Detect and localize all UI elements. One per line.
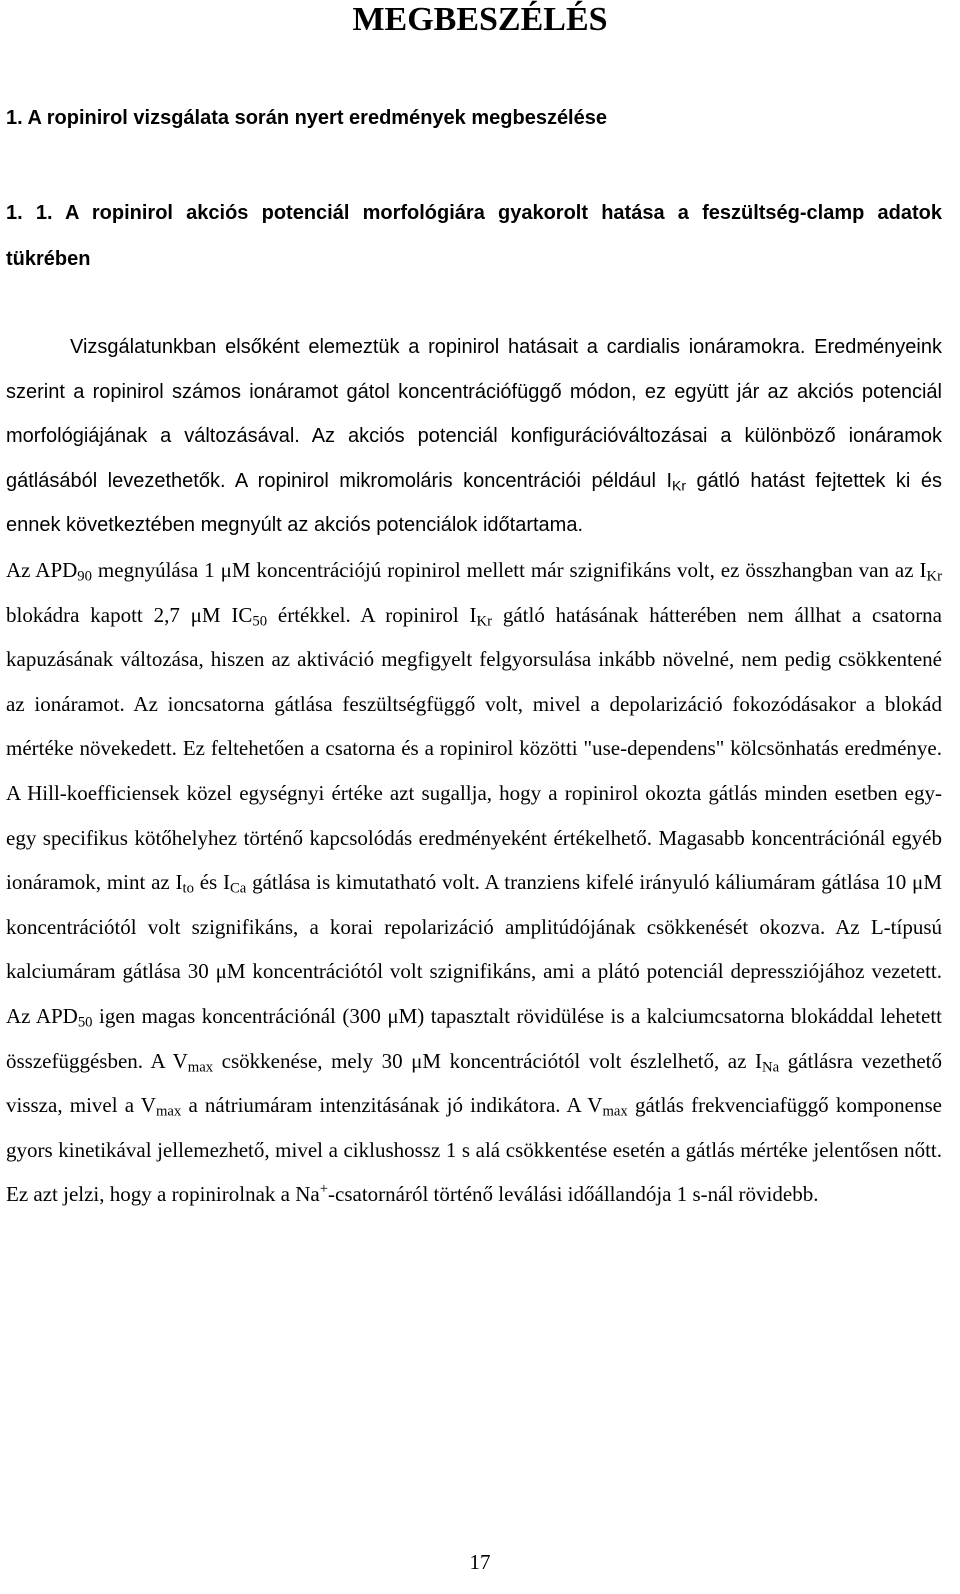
page-title: MEGBESZÉLÉS [352, 1, 608, 38]
subscript-kr: Kr [926, 568, 942, 585]
subscript-max: max [187, 1059, 214, 1076]
page-number: 17 [469, 1550, 491, 1574]
paragraph-text: a nátriumáram intenzitásának jó indikátora. A V [181, 1093, 603, 1118]
paragraph-text: -csatornáról történő leválási időállandója 1 s-nál rövidebb. [328, 1182, 819, 1207]
subscript-50: 50 [77, 1014, 93, 1031]
paragraph-text: gátló hatásának hátterében nem állhat a csatorna kapuzásának változása, hiszen az aktiváció megfigyelt felgyorsulása inkább növelné, nem pedig csökkentené az ionáramot. Az ioncsatorna gátlása feszültségfüggő volt, mivel a depolarizáció fokozódásakor a blokád mértéke növekedett. Ez feltehetően a csatorna és a ropinirol közötti "use-dependens" kölcsönhatás eredménye. A Hill-koefficiensek közel egységnyi értéke azt sugallja, hogy a ropinirol okozta gátlás minden esetben egy-egy specifikus kötőhelyhez történő kapcsolódás eredményeként értékelhető. Magasabb koncentrációnál egyéb ionáramok, mint az I [6, 602, 943, 895]
subscript-max: max [155, 1103, 182, 1120]
paragraph-text: csökkenése, mely 30 μM koncentrációtól volt észlelhető, az I [213, 1048, 762, 1073]
subscript-50: 50 [252, 613, 268, 630]
subscript-kr: Kr [672, 477, 687, 494]
paragraph-text: gátlás frekvenciafüggő komponense gyors kinetikával jellemezhető, mivel a ciklushossz 1 s alá csökkentése esetén a gátlás mértéke jelentősen nőtt. Ez azt jelzi, hogy a ropinirolnak a Na [6, 1093, 942, 1207]
paragraph-text: megnyúlása 1 μM koncentrációjú ropinirol mellett már szignifikáns volt, ez összhangban van az I [91, 558, 927, 582]
paragraph-text: igen magas koncentrációnál (300 μM) tapasztalt rövidülése is a kalciumcsatorna blokáddal lehetett összefüggésben. A V [6, 1003, 942, 1073]
paragraph-text: Vizsgálatunkban elsőként elemeztük a ropinirol hatásait a cardialis ionáramokra. Eredményeink szerint a ropinirol számos ionáramot gátol koncentrációfüggő módon, ez együtt jár az akciós potenciál morfológiájának a változásával. Az akciós potenciál konfigurációváltozásai a különböző ionáramok gátlásából levezethetők. A ropinirol mikromoláris koncentrációi például I [6, 336, 942, 492]
subscript-max: max [602, 1103, 628, 1120]
subscript-kr: Kr [476, 613, 493, 630]
paragraph-text: Az APD [6, 558, 78, 582]
paragraph-text: gátlása is kimutatható volt. A tranziens kifelé irányuló káliumáram gátlása 10 μM koncentrációtól volt szignifikáns, a korai repolarizáció amplitúdójának csökkenését okozva. Az L-típusú kalciumáram gátlása 30 μM koncentrációtól volt szignifikáns, ami a plátó potenciál depressziójához vezetett. Az APD [6, 870, 942, 1028]
paragraph-text: blokádra kapott 2,7 μM IC [6, 602, 253, 627]
section-heading: 1. A ropinirol vizsgálata során nyert eredmények megbeszélése [6, 107, 607, 129]
subscript-to: to [182, 880, 194, 897]
subscript-ca: Ca [229, 880, 247, 897]
paragraph-text: gátlásra vezethető vissza, mivel a V [6, 1048, 942, 1118]
subscript-90: 90 [77, 568, 92, 585]
paragraph-intro [6, 325, 942, 548]
paragraph-text: gátló hatást fejtettek ki és ennek következtében megnyúlt az akciós potenciálok időtartama. [6, 469, 942, 537]
paragraph-continuation [6, 548, 942, 1217]
paragraph-text: értékkel. A ropinirol I [267, 602, 477, 627]
subscript-na: Na [762, 1059, 780, 1076]
subsection-heading: 1. 1. A ropinirol akciós potenciál morfológiára gyakorolt hatása a feszültség-clamp adatok tükrében [6, 202, 942, 270]
paragraph-text: és I [193, 870, 230, 895]
superscript-plus: + [319, 1181, 329, 1198]
